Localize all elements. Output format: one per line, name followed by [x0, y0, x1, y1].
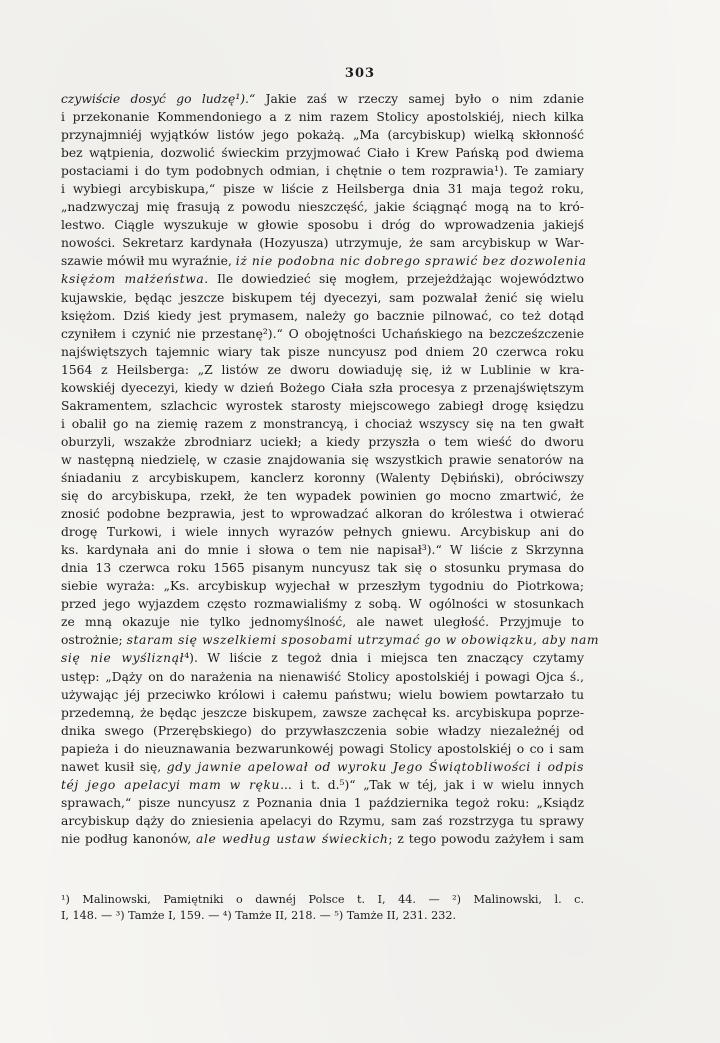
page-number: 303 — [344, 66, 376, 81]
text-line — [61, 595, 584, 613]
text-segment: drogę Turkowi, i wiele innych wyrazów pełnych gniewu. Arcybiskup ani do — [61, 525, 584, 540]
text-segment: księżom małżeństwa. — [61, 272, 209, 287]
text-segment: w następną niedzielę, w czasie znajdowania się wszystkich prawie senatorów na — [61, 452, 584, 467]
text-segment: ; z tego powodu zażyłem i sam — [388, 831, 584, 846]
text-segment: kujawskie, będąc jeszcze biskupem téj dyecezyi, sam pozwalał żenić się wielu — [61, 290, 584, 305]
text-line — [61, 487, 584, 505]
text-segment: ustęp: „Dąży on do narażenia na nienawiść Stolicy apostolskiéj i powagi Ojca ś., — [61, 669, 584, 684]
footnotes — [61, 892, 584, 924]
text-line — [61, 704, 584, 722]
text-line — [61, 758, 584, 776]
text-segment: i wybiegi arcybiskupa,“ pisze w liście z Heilsberga dnia 31 maja tegoż roku, — [61, 182, 584, 197]
text-segment: przedemną, że będąc jeszcze biskupem, zawsze zachęcał ks. arcybiskupa poprze- — [61, 705, 584, 720]
text-line — [61, 649, 584, 667]
text-line — [61, 270, 584, 288]
text-segment: postaciami i do tym podobnych odmian, i chętnie o tem rozprawia¹). Te zamiary — [61, 164, 584, 179]
text-segment: ostrożnie; — [61, 633, 127, 648]
text-line — [61, 289, 584, 307]
text-line — [61, 613, 584, 631]
text-line — [61, 252, 587, 270]
text-line — [61, 812, 584, 830]
text-line — [61, 415, 584, 433]
text-segment: ze mną okazuje nie tylko jednomyślność, ale nawet uległość. Przyjmuje to — [61, 615, 584, 630]
text-segment: szawie mówił mu wyraźnie, — [61, 254, 236, 269]
text-segment: nawet kusił się, — [61, 759, 167, 774]
text-segment: sprawach,“ pisze nuncyusz z Poznania dnia 1 października tegoż roku: „Ksiądz — [61, 795, 584, 810]
text-segment: ... i t. d.⁵)“ „Tak w téj, jak i w wielu innych — [280, 777, 584, 792]
text-segment: gdy jawnie apelował od wyroku Jego Świątobliwości i odpis — [166, 759, 584, 774]
text-line — [61, 108, 584, 126]
text-line — [61, 361, 584, 379]
text-segment: najświętszych tajemnic wiary tak pisze nuncyusz pod dniem 20 czerwca roku — [61, 344, 584, 359]
text-segment: arcybiskup dąży do zniesienia apelacyi do Rzymu, sam zaś rozstrzyga tu sprawy — [61, 813, 584, 828]
text-segment: 1564 z Heilsberga: „Z listów ze dworu dowiaduję się, iż w Lublinie w kra- — [61, 362, 584, 377]
text-segment: Sakramentem, szlachcic wyrostek starosty miejscowego zabiegł drogę księdzu — [61, 398, 584, 413]
text-line — [61, 234, 584, 252]
text-line — [61, 577, 584, 595]
text-line — [61, 830, 584, 848]
text-line — [61, 397, 584, 415]
text-line — [61, 144, 584, 162]
text-segment: Jakie zaś w rzeczy samej było o nim zdanie — [255, 92, 584, 106]
text-segment: bez wątpienia, dozwolić świeckim przyjmować Ciało i Krew Pańską pod dwiema — [61, 146, 584, 161]
text-segment: Ile dowiedzieć się mogłem, przejeżdżając województwo — [208, 272, 584, 287]
text-line — [61, 722, 584, 740]
text-line — [61, 180, 584, 198]
text-segment: śniadaniu z arcybiskupem, kanclerz koronny (Walenty Dębiński), obróciwszy — [61, 470, 584, 485]
text-segment: używając jéj przeciwko królowi i całemu państwu; wielu bowiem powtarzało tu — [61, 687, 584, 702]
text-segment: księżom. Dziś kiedy jest prymasem, należy go bacznie pilnować, co też dotąd — [61, 308, 584, 323]
text-line — [61, 162, 584, 180]
text-line — [61, 541, 584, 559]
text-segment: oburzyli, wszakże zbrodniarz uciekł; a kiedy przyszła o tem wieść do dworu — [61, 434, 584, 449]
text-segment: ale według ustaw świeckich — [196, 831, 389, 846]
text-segment: „nadzwyczaj mię frasują z powodu nieszczęść, jakie ściągnąć mogą na to kró- — [61, 200, 584, 215]
text-line — [61, 523, 584, 541]
text-segment: czyniłem i czynić nie przestanę²).“ O obojętności Uchańskiego na bezcześzczenie — [61, 326, 584, 341]
text-line — [61, 433, 584, 451]
text-segment: papieża i do nieuznawania bezwarunkowéj powagi Stolicy apostolskiéj o co i sam — [61, 741, 584, 756]
text-segment: i obalił go na ziemię razem z monstrancyą, i chociaż wszyscy się na ten gwałt — [61, 416, 584, 431]
text-segment: przed jego wyjazdem często rozmawialiśmy z sobą. W ogólności w stosunkach — [61, 597, 584, 612]
text-segment: ks. kardynała ani do mnie i słowa o tem nie napisał³).“ W liście z Skrzynna — [61, 543, 584, 558]
text-segment: i przekonanie Kommendoniego a z nim razem Stolicy apostolskiéj, niech kilka — [61, 110, 584, 125]
text-line — [61, 686, 584, 704]
text-segment: ⁴). W liście z tegoż dnia i miejsca ten znaczący czytamy — [184, 651, 584, 666]
text-line — [61, 126, 584, 144]
text-line — [61, 559, 584, 577]
text-segment: téj jego apelacyi mam w ręku — [61, 777, 281, 792]
text-segment: nie podług kanonów, — [61, 831, 197, 846]
footnote-line: I, 148. — ³) Tamże I, 159. — ⁴) Tamże II, 218. — ⁵) Tamże II, 231. 232. — [61, 909, 457, 922]
text-line — [61, 307, 584, 325]
text-line — [61, 505, 584, 523]
text-segment: znosić podobne bezprawia, jest to wprowadzać alkoran do królestwa i otwierać — [61, 507, 584, 522]
text-line — [61, 740, 584, 758]
text-line — [61, 668, 584, 686]
text-line — [61, 451, 584, 469]
text-segment: się do arcybiskupa, rzekł, że ten wypadek powinien go mocno zmartwić, że — [61, 489, 584, 504]
text-segment: czywiście dosyć go ludzę¹).“ — [61, 92, 256, 106]
text-segment: staram się wszelkiemi sposobami utrzymać go w obowiązku, aby nam — [126, 633, 600, 648]
text-segment: iż nie podobna nic dobrego sprawić bez dozwolenia — [235, 254, 587, 269]
text-line — [61, 469, 584, 487]
text-line — [61, 794, 584, 812]
body-text — [61, 90, 600, 848]
text-line — [61, 325, 584, 343]
text-line — [61, 343, 584, 361]
footnote-line: ¹) Malinowski, Pamiętniki o dawnéj Polsce t. I, 44. — ²) Malinowski, l. c. — [61, 893, 584, 906]
text-line — [61, 631, 600, 649]
text-segment: się nie wyśliznął — [61, 651, 185, 666]
text-segment: kowskiéj dyecezyi, kiedy w dzień Bożego Ciała szła procesya z przenajświętszym — [61, 380, 584, 395]
text-line — [61, 776, 584, 794]
text-line — [61, 90, 584, 108]
text-segment: nowości. Sekretarz kardynała (Hozyusza) utrzymuje, że sam arcybiskup w War- — [61, 236, 584, 251]
text-segment: przynajmniéj wyjątków listów jego pokażą. „Ma (arcybiskup) wielką skłonność — [61, 128, 584, 143]
text-line — [61, 379, 584, 397]
text-segment: dnika swego (Przerębskiego) do przywłaszczenia sobie władzy niezależnéj od — [61, 723, 584, 738]
text-segment: lestwo. Ciągle wyszukuje w głowie sposobu i dróg do wprowadzenia jakiejś — [61, 218, 584, 233]
text-segment: dnia 13 czerwca roku 1565 pisanym nuncyusz tak się o stosunku prymasa do — [61, 561, 584, 576]
text-line — [61, 198, 584, 216]
text-segment: siebie wyraża: „Ks. arcybiskup wyjechał w przeszłym tygodniu do Piotrkowa; — [61, 579, 584, 594]
text-line — [61, 216, 584, 234]
